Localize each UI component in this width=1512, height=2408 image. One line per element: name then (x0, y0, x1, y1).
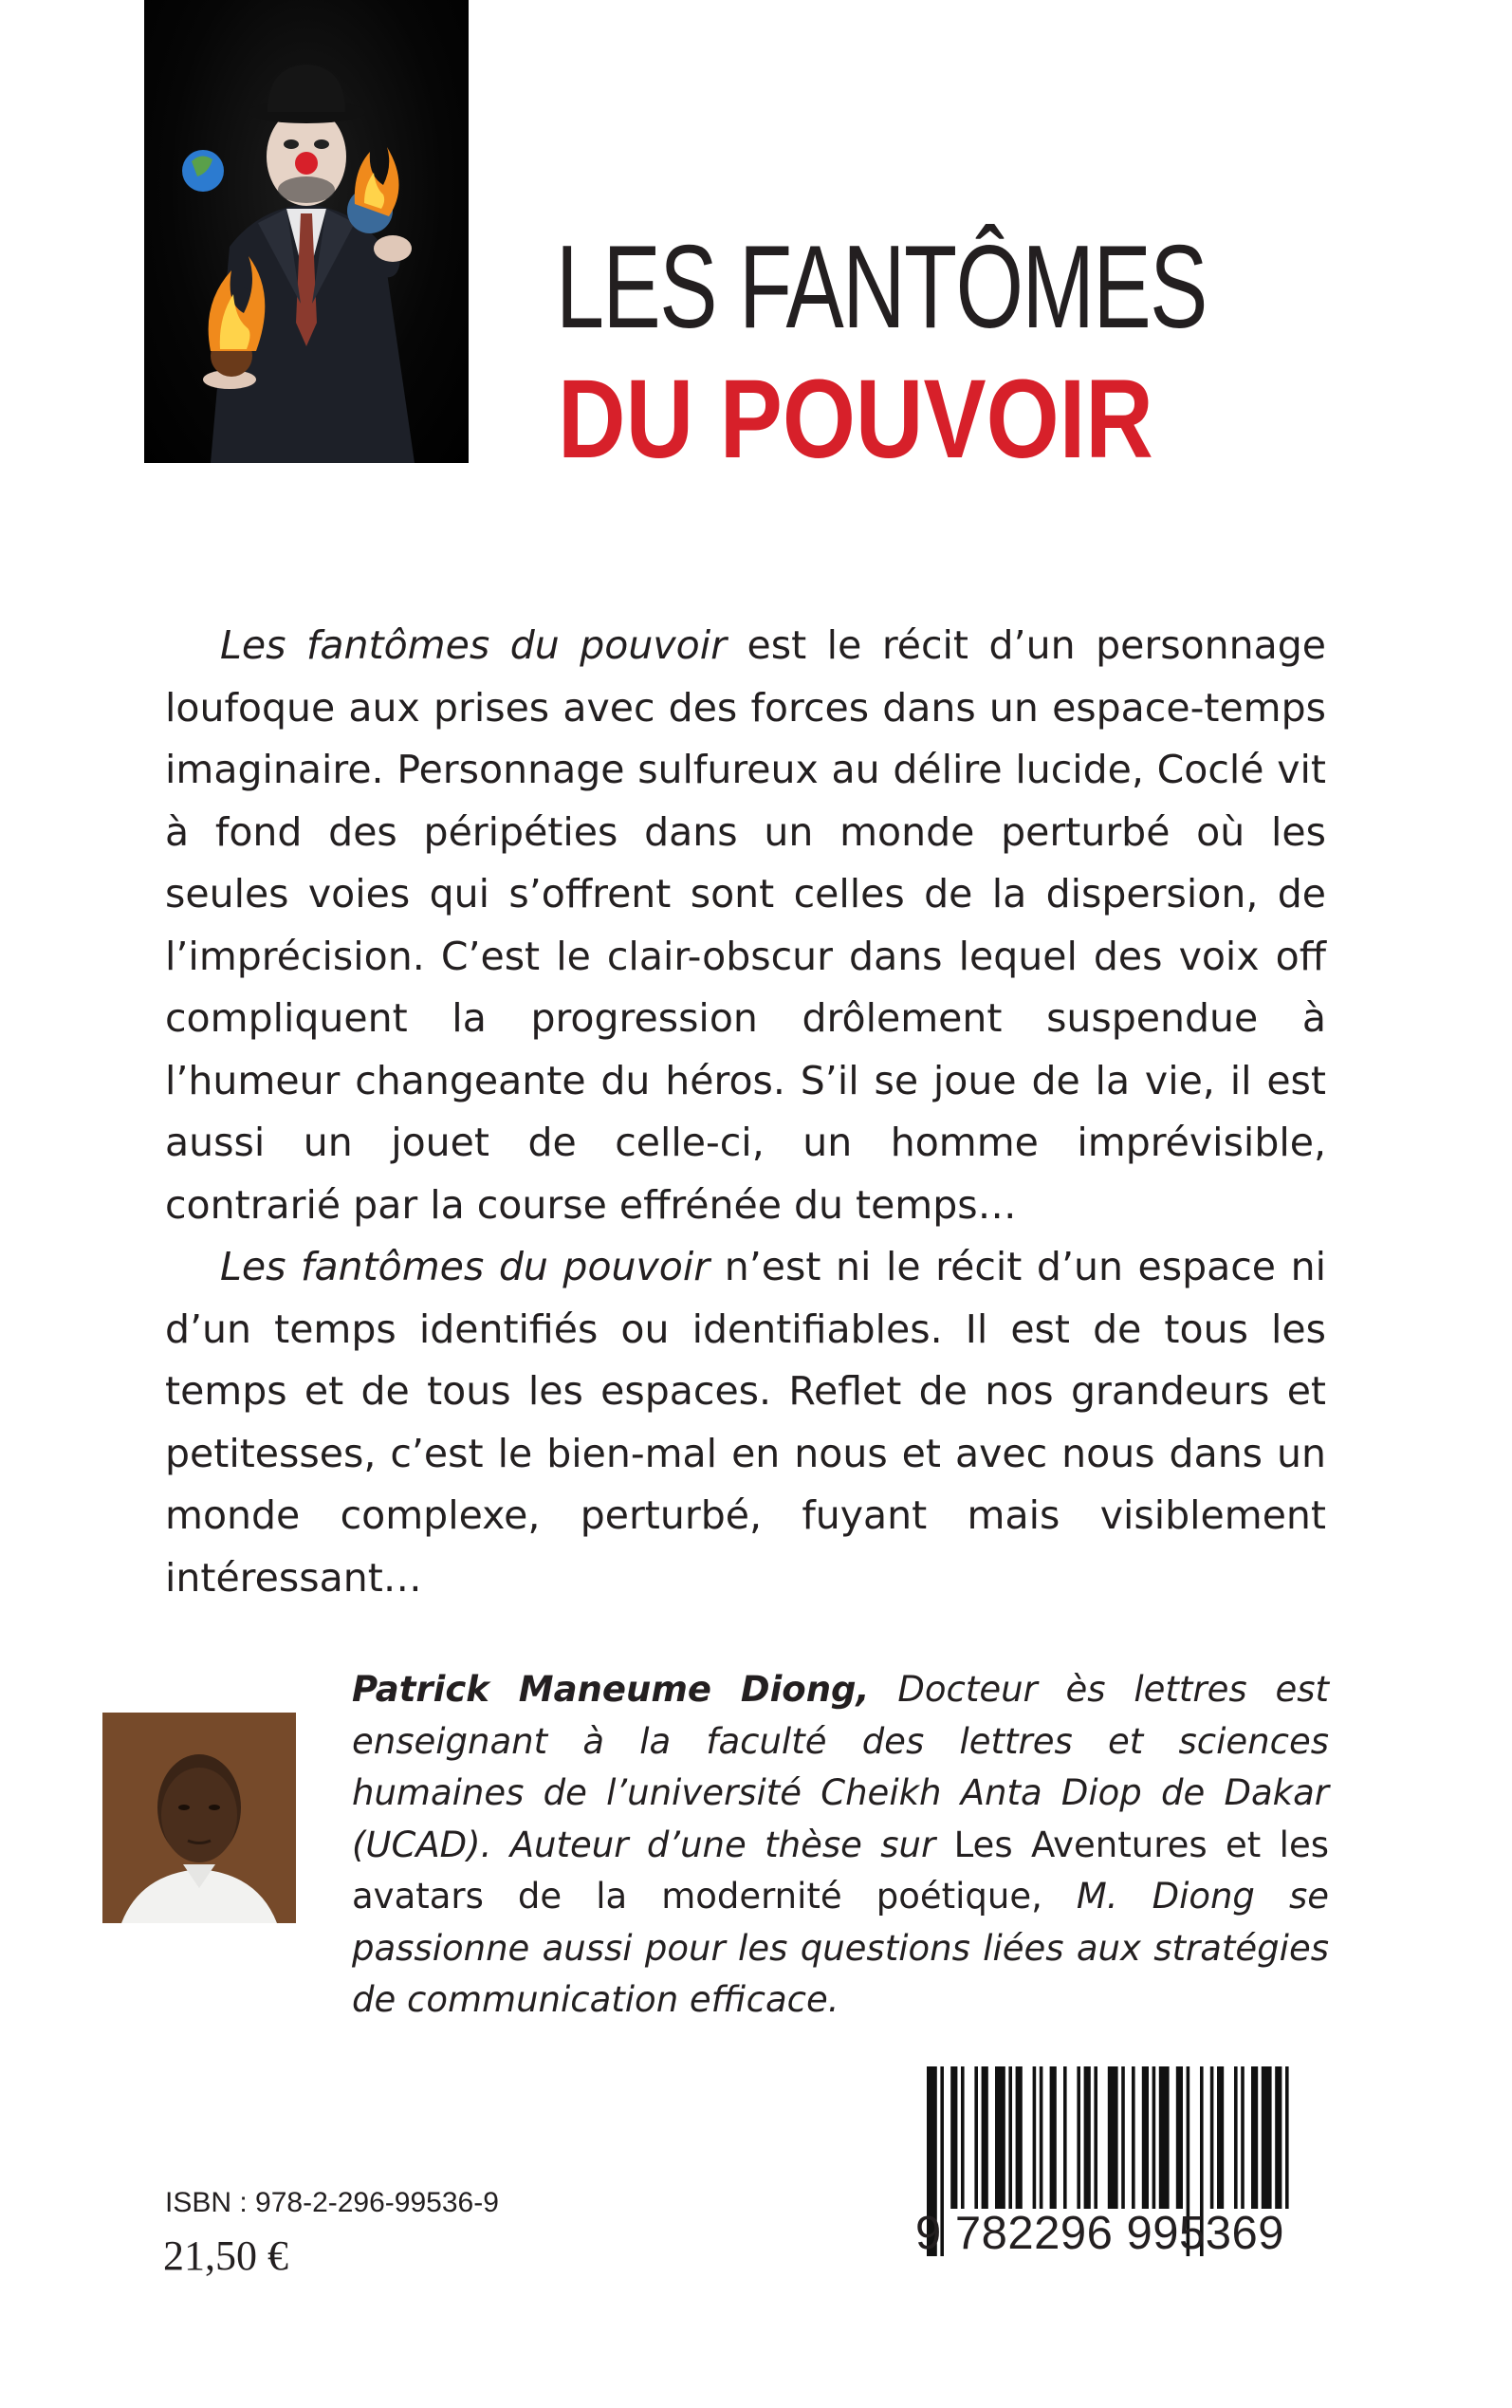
isbn: ISBN : 978-2-296-99536-9 (165, 2187, 499, 2218)
blurb-title-reference: Les fantômes du pouvoir (220, 1244, 710, 1289)
barcode-bar (1251, 2066, 1258, 2209)
barcode-bar (974, 2066, 978, 2209)
barcode-digits: 9 782296 995369 (915, 2208, 1284, 2259)
barcode-bar (1077, 2066, 1080, 2209)
cover-illustration (144, 0, 469, 463)
author-bio-text-2: M. Diong se passionne aussi pour les questions liées aux stratégies de communication efficace. (352, 1876, 1329, 2020)
author-bio-text-1: Docteur ès lettres est enseignant à la faculté des lettres et sciences humaines de l’université Cheikh Anta Diop de Dakar (UCAD). Auteur d’une thèse sur (352, 1669, 1329, 1865)
barcode-bar (1033, 2066, 1037, 2209)
barcode-bar (1016, 2066, 1023, 2209)
barcode-bar (1084, 2066, 1091, 2209)
barcode-bar (982, 2066, 988, 2209)
barcode-bar (1210, 2066, 1214, 2209)
blurb-paragraph-2 (165, 1236, 1326, 1609)
barcode-bar (950, 2066, 957, 2209)
barcode-bar (1152, 2066, 1156, 2209)
book-blurb (165, 615, 1326, 1609)
barcode-bar (1262, 2066, 1272, 2209)
barcode-bar (1234, 2066, 1238, 2209)
author-thesis-title: Les Aventures et les avatars de la modernité poétique, (352, 1824, 1329, 1917)
blurb-paragraph-2-text: n’est ni le récit d’un espace ni d’un temps identifiés ou identifiables. Il est de tous les temps et de tous les espaces. Reflet de nos grandeurs et petitesses, c’est le bien-mal en nous et avec nous dans un monde complexe, perturbé, fuyant mais visiblement intéressant… (165, 1244, 1326, 1601)
barcode-bar (1132, 2066, 1135, 2209)
barcode-bar (1176, 2066, 1183, 2209)
barcode-bar (1121, 2066, 1125, 2209)
author-bio (352, 1664, 1329, 2027)
barcode-bar (995, 2066, 1005, 2209)
author-photo (102, 1713, 296, 1923)
book-title-line-2: DU POUVOIR (558, 357, 1153, 482)
barcode-bar (1159, 2066, 1170, 2209)
barcode-bar (1050, 2066, 1057, 2209)
price: 21,50 € (163, 2232, 288, 2279)
barcode-bar (1285, 2066, 1289, 2209)
barcode-bar (1063, 2066, 1067, 2209)
barcode-bar (1217, 2066, 1224, 2209)
blurb-paragraph-1 (165, 615, 1326, 1236)
barcode-bar (1241, 2066, 1245, 2209)
author-portrait (102, 1713, 296, 1923)
clown-juggler-illustration (144, 0, 469, 463)
author-name: Patrick Maneume Diong, (352, 1669, 870, 1710)
barcode-bar (1108, 2066, 1118, 2209)
barcode-bar (1142, 2066, 1149, 2209)
blurb-title-reference: Les fantômes du pouvoir (220, 622, 727, 668)
barcode-bar (1094, 2066, 1097, 2209)
barcode-bar (1275, 2066, 1282, 2209)
blurb-paragraph-1-text: est le récit d’un personnage loufoque aux prises avec des forces dans un espace-temps imaginaire. Personnage sulfureux au délire lucide, Coclé vit à fond des péripéties dans un monde perturbé où les seules voies qui s’offrent sont celles de la dispersion, de l’imprécision. C’est le clair-obscur dans lequel des voix off compliquent la progression drôlement suspendue à l’humeur changeante du héros. S’il se joue de la vie, il est aussi un jouet de celle-ci, un homme imprévisible, contrarié par la course effrénée du temps… (165, 622, 1326, 1228)
book-title-line-1: LES FANTÔMES (556, 222, 1207, 353)
barcode-bar (1040, 2066, 1043, 2209)
barcode-bar (961, 2066, 965, 2209)
barcode-bar (1008, 2066, 1012, 2209)
